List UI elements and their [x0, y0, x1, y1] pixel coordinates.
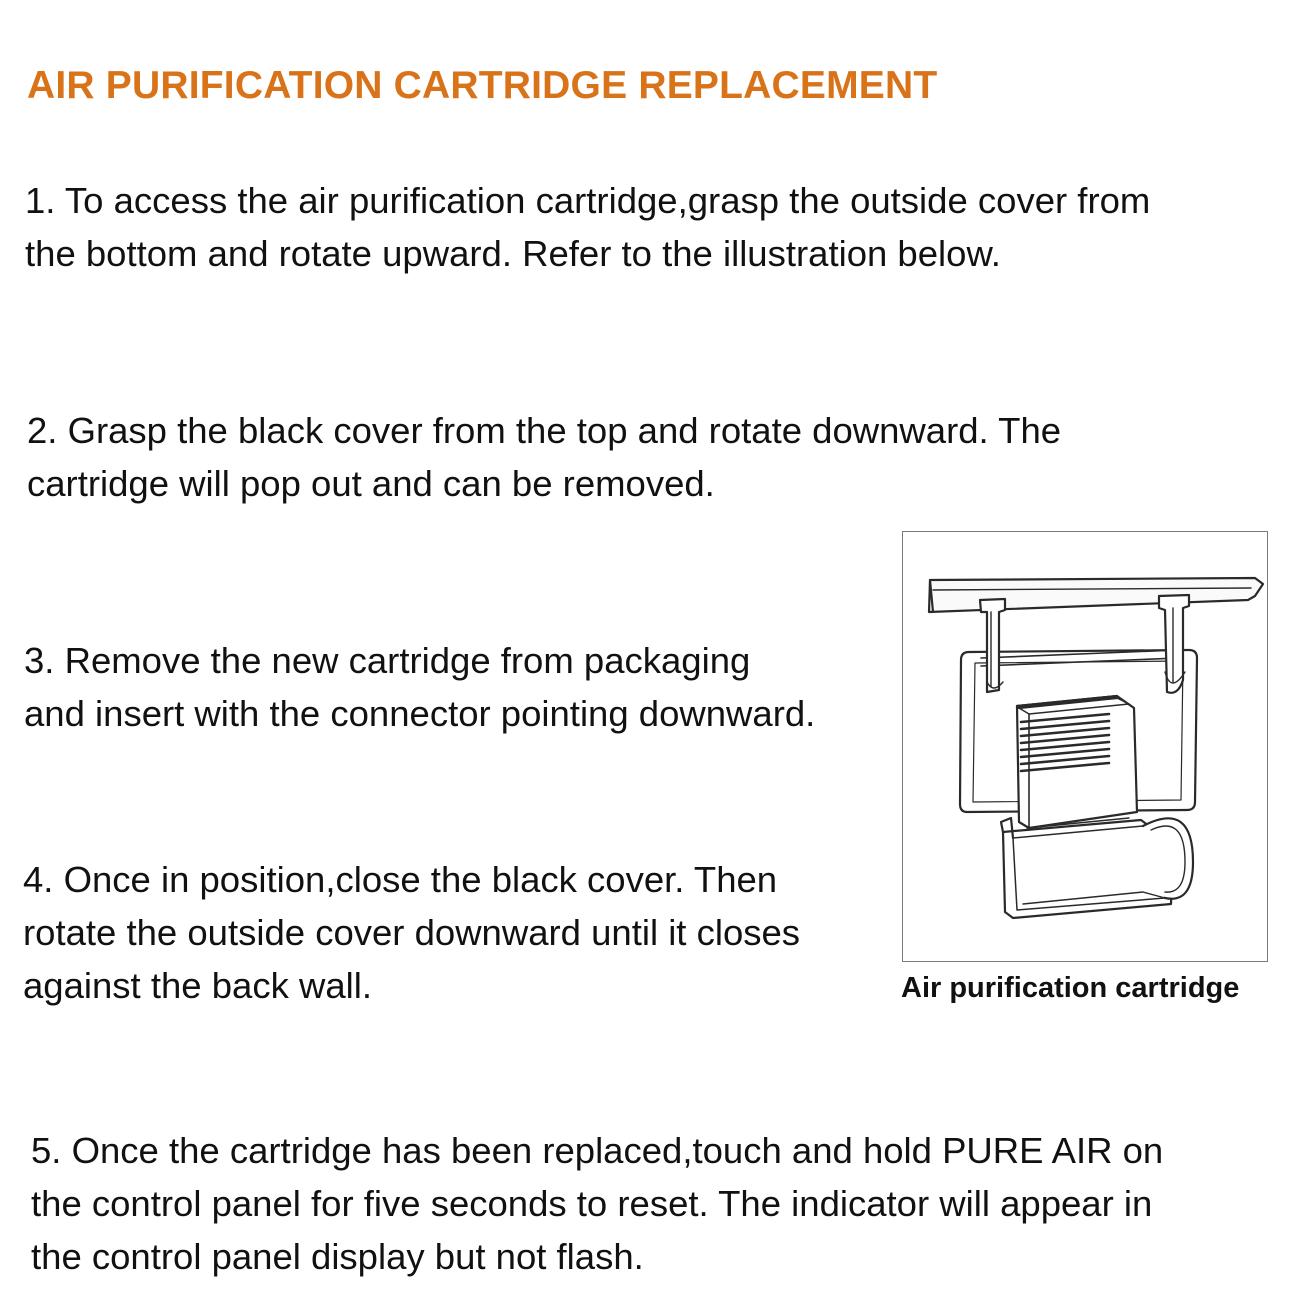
step-2-line-1: 2. Grasp the black cover from the top and rotate downward. The [27, 410, 1062, 451]
step-4-line-2: rotate the outside cover downward until it closes [23, 912, 801, 953]
step-5-line-1: 5. Once the cartridge has been replaced,touch and hold PURE AIR on [31, 1130, 1164, 1171]
step-3-line-1: 3. Remove the new cartridge from packaging [24, 640, 751, 681]
step-5-line-3: the control panel display but not flash. [31, 1236, 644, 1277]
step-4 [23, 853, 800, 1012]
step-3 [24, 634, 815, 740]
cartridge-illustration-frame [902, 531, 1268, 962]
step-2 [27, 404, 1061, 510]
step-1 [25, 174, 1150, 280]
step-2-line-2: cartridge will pop out and can be removed. [27, 463, 715, 504]
page-title: AIR PURIFICATION CARTRIDGE REPLACEMENT [27, 64, 938, 107]
step-3-line-2: and insert with the connector pointing downward. [24, 693, 816, 734]
step-5 [31, 1124, 1163, 1283]
step-4-line-1: 4. Once in position,close the black cover. Then [23, 859, 778, 900]
cartridge-housing-illustration [903, 532, 1269, 963]
step-4-line-3: against the back wall. [23, 965, 372, 1006]
step-1-line-2: the bottom and rotate upward. Refer to the illustration below. [25, 233, 1001, 274]
figure-caption: Air purification cartridge [901, 972, 1240, 1004]
step-1-line-1: 1. To access the air purification cartridge,grasp the outside cover from [25, 180, 1151, 221]
step-5-line-2: the control panel for five seconds to reset. The indicator will appear in [31, 1183, 1153, 1224]
